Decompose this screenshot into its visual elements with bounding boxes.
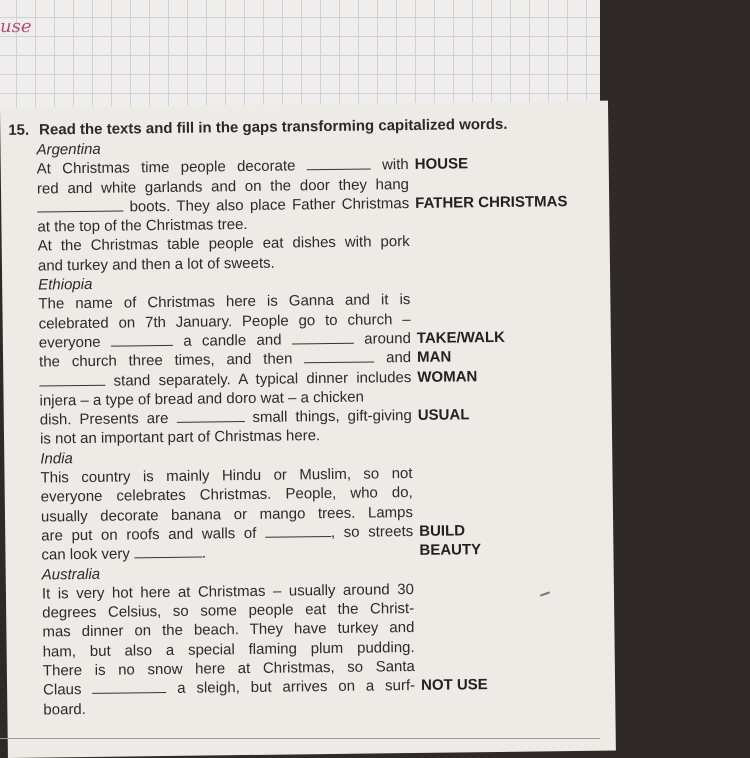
- line-text: red and white garlands and on the door they hang: [36, 175, 410, 198]
- blank-gap[interactable]: [292, 331, 354, 345]
- exercise-instruction: Read the texts and fill in the gaps transforming capitalized words.: [39, 115, 508, 139]
- blank-gap[interactable]: [307, 157, 371, 171]
- line-text: degrees Celsius, so some people eat the Christ-: [42, 600, 415, 622]
- line-text: There is no snow here at Christmas, so Santa: [42, 657, 415, 680]
- text-after-gap: and: [385, 349, 412, 367]
- line-text: mas dinner on the beach. They have turkey and: [42, 619, 415, 641]
- textbook-page: [0, 101, 616, 758]
- blank-gap[interactable]: [176, 409, 244, 423]
- text-after-gap: small things, gift-giving: [252, 407, 412, 427]
- blank-gap[interactable]: [304, 350, 374, 364]
- handwritten-scribble: use: [0, 16, 32, 37]
- line-body: [43, 696, 415, 720]
- line-text: usually decorate banana or mango trees. Lamps: [40, 503, 414, 526]
- line-text: injera – a type of bread and doro wat – a chicken: [39, 388, 365, 410]
- text-before-gap: can look very: [41, 545, 130, 564]
- blank-gap[interactable]: [92, 680, 166, 694]
- line-text: and turkey and then a lot of sweets.: [37, 254, 275, 275]
- blank-gap[interactable]: [265, 524, 331, 538]
- capitalized-word: TAKE/WALK: [416, 328, 505, 347]
- blank-gap[interactable]: [39, 372, 105, 386]
- text-before-gap: the church three times, and then: [39, 350, 293, 371]
- blank-gap[interactable]: [111, 333, 173, 347]
- capitalized-word: BUILD: [419, 522, 466, 540]
- line-text: celebrated on 7th January. People go to church –: [38, 310, 411, 333]
- line-text: is not an important part of Christmas here.: [39, 427, 321, 448]
- line-text: board.: [43, 700, 87, 719]
- line-text: at the top of the Christmas tree.: [37, 216, 248, 236]
- text-after-gap: around: [364, 329, 411, 348]
- text-before-gap: At Christmas time people decorate: [36, 157, 296, 178]
- page-bottom-rule: [0, 738, 600, 739]
- text-before-gap: dish. Presents are: [39, 410, 169, 429]
- text-after-gap: , so streets: [330, 522, 414, 541]
- line-text: everyone celebrates Christmas. People, who do,: [40, 484, 413, 506]
- capitalized-word: WOMAN: [417, 367, 478, 386]
- exercise-text: [36, 134, 603, 720]
- capitalized-word: USUAL: [417, 406, 470, 425]
- text-before-gap: Claus: [43, 681, 82, 699]
- line-text: The name of Christmas here is Ganna and it is: [38, 291, 411, 313]
- line-text: It is very hot here at Christmas – usually around 30: [41, 580, 415, 603]
- text-between-gaps: a candle and: [183, 331, 282, 350]
- country-name: Australia: [41, 565, 101, 584]
- text-after-gap: .: [201, 544, 207, 562]
- country-name: Argentina: [36, 140, 101, 159]
- text-after-gap: a sleigh, but arrives on a surf-: [177, 677, 416, 698]
- capitalized-word: NOT USE: [420, 676, 488, 695]
- capitalized-word: MAN: [416, 348, 452, 367]
- blank-gap[interactable]: [37, 198, 123, 212]
- capitalized-word: HOUSE: [414, 155, 469, 174]
- blank-gap[interactable]: [134, 545, 202, 559]
- text-after-gap: with: [381, 156, 409, 174]
- country-name: Ethiopia: [38, 275, 93, 294]
- line-text: ham, but also a special flaming plum pudding.: [42, 638, 415, 661]
- capitalized-word: BEAUTY: [419, 541, 482, 560]
- notebook-grid-paper: [0, 0, 600, 112]
- country-name: India: [40, 449, 73, 468]
- text-after-gap: boots. They also place Father Christmas: [129, 194, 410, 216]
- text-before-gap: everyone: [38, 333, 101, 352]
- text-after-gap: stand separately. A typical dinner includes: [113, 368, 412, 390]
- capitalized-word: FATHER CHRISTMAS: [415, 192, 568, 212]
- line-text: This country is mainly Hindu or Muslim, so not: [40, 465, 413, 487]
- line-text: At the Christmas table people eat dishes with pork: [37, 233, 410, 256]
- text-before-gap: are put on roofs and walls of: [41, 524, 257, 545]
- exercise-number: 15.: [8, 121, 30, 139]
